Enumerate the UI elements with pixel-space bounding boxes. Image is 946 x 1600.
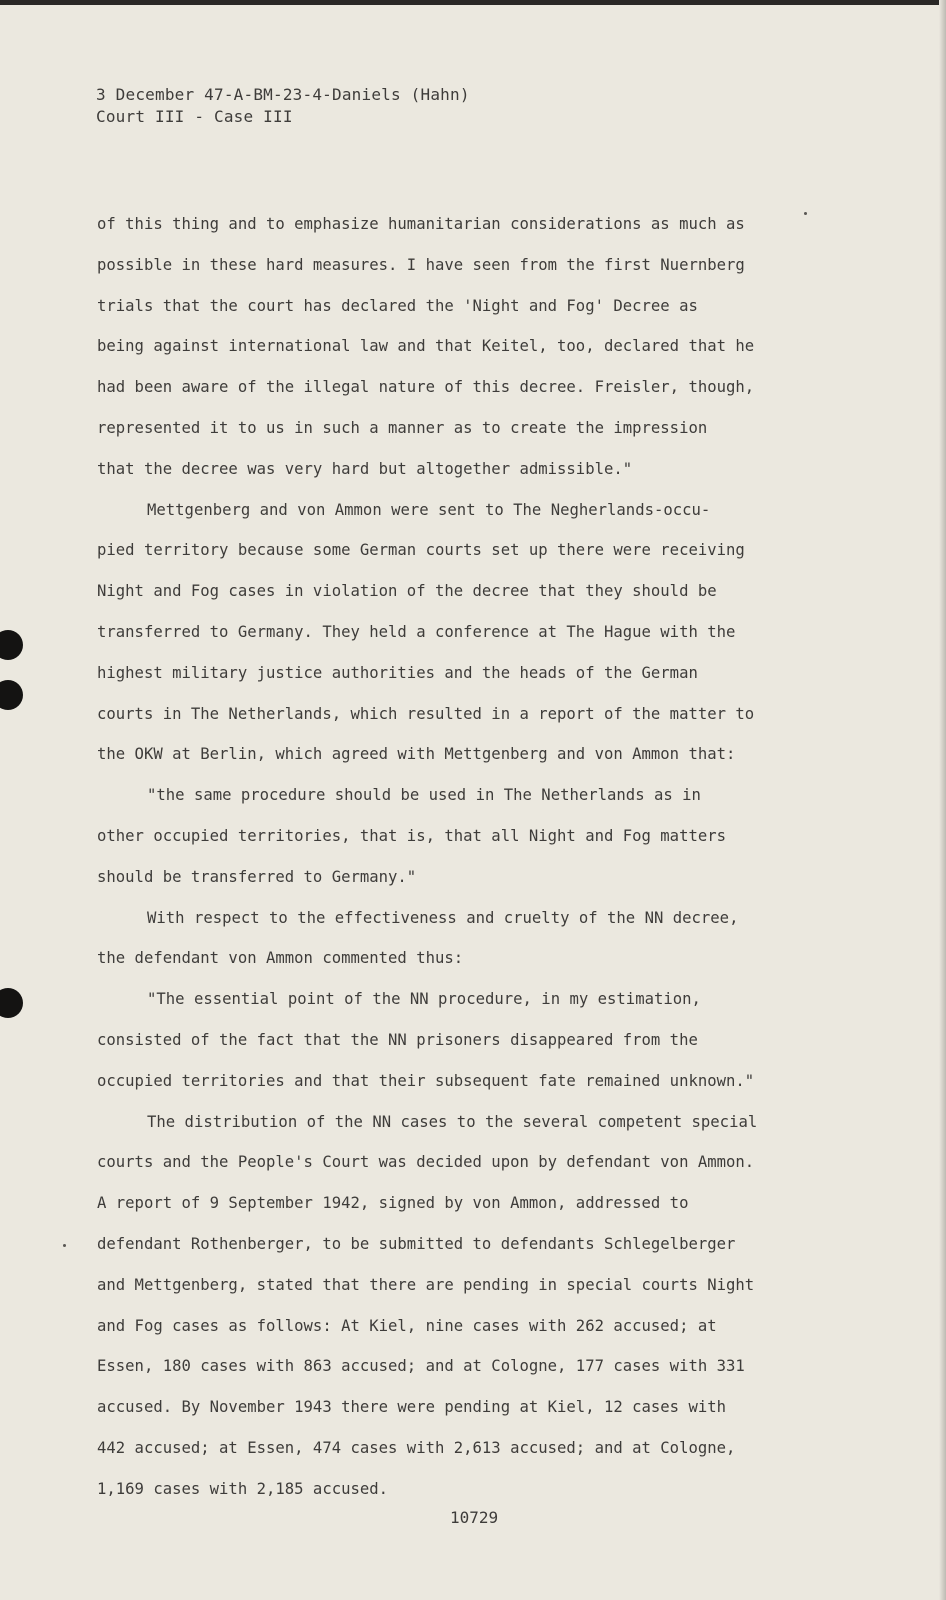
page-top-edge [0,0,946,5]
text-line: being against international law and that Keitel, too, declared that he [97,337,755,356]
text-line: had been aware of the illegal nature of this decree. Freisler, though, [97,378,755,397]
document-header [96,84,470,128]
quote-start-line: "the same procedure should be used in The Netherlands as in [147,786,701,805]
text-line: highest military justice authorities and the heads of the German [97,663,698,682]
paragraph-start-line: The distribution of the NN cases to the several competent special [147,1112,758,1131]
text-line: and Fog cases as follows: At Kiel, nine cases with 262 accused; at [97,1316,717,1335]
document-body [97,204,827,1510]
header-date-reference: 3 December 47-A-BM-23-4-Daniels (Hahn) [96,85,470,104]
text-line: other occupied territories, that is, that all Night and Fog matters [97,826,727,845]
quote-start-line: "The essential point of the NN procedure, in my estimation, [147,990,701,1009]
text-line: represented it to us in such a manner as to create the impression [97,418,708,437]
text-line: consisted of the fact that the NN prisoners disappeared from the [97,1030,698,1049]
binder-hole [0,630,23,660]
header-court-case: Court III - Case III [96,107,293,126]
binder-hole [0,988,23,1018]
text-line: Essen, 180 cases with 863 accused; and at Cologne, 177 cases with 331 [97,1357,745,1376]
text-line: transferred to Germany. They held a conference at The Hague with the [97,622,736,641]
binder-hole [0,680,23,710]
text-line: and Mettgenberg, stated that there are pending in special courts Night [97,1275,755,1294]
text-line: courts in The Netherlands, which resulted in a report of the matter to [97,704,755,723]
text-line: trials that the court has declared the 'Night and Fog' Decree as [97,296,698,315]
text-line: of this thing and to emphasize humanitarian considerations as much as [97,215,745,233]
text-line: the OKW at Berlin, which agreed with Mettgenberg and von Ammon that: [97,745,736,764]
text-line: Night and Fog cases in violation of the decree that they should be [97,582,717,601]
text-line: 442 accused; at Essen, 474 cases with 2,613 accused; and at Cologne, [97,1438,736,1457]
page-right-edge [939,0,946,1600]
text-line: should be transferred to Germany." [97,867,417,886]
text-line: possible in these hard measures. I have seen from the first Nuernberg [97,255,745,274]
text-line: pied territory because some German courts set up there were receiving [97,541,745,560]
paragraph-start-line: Mettgenberg and von Ammon were sent to The Negherlands-occu- [147,500,711,519]
page-number: 10729 [450,1508,499,1527]
text-line: occupied territories and that their subsequent fate remained unknown." [97,1071,755,1090]
text-line: that the decree was very hard but altogether admissible." [97,459,633,478]
text-line: defendant Rothenberger, to be submitted to defendants Schlegelberger [97,1234,736,1253]
paragraph-start-line: With respect to the effectiveness and cruelty of the NN decree, [147,908,739,927]
paper-speck [63,1244,66,1247]
text-line: A report of 9 September 1942, signed by von Ammon, addressed to [97,1194,689,1213]
text-line: courts and the People's Court was decided upon by defendant von Ammon. [97,1153,755,1172]
text-line: the defendant von Ammon commented thus: [97,949,464,968]
text-line: 1,169 cases with 2,185 accused. [97,1479,389,1498]
text-line: accused. By November 1943 there were pending at Kiel, 12 cases with [97,1398,727,1417]
